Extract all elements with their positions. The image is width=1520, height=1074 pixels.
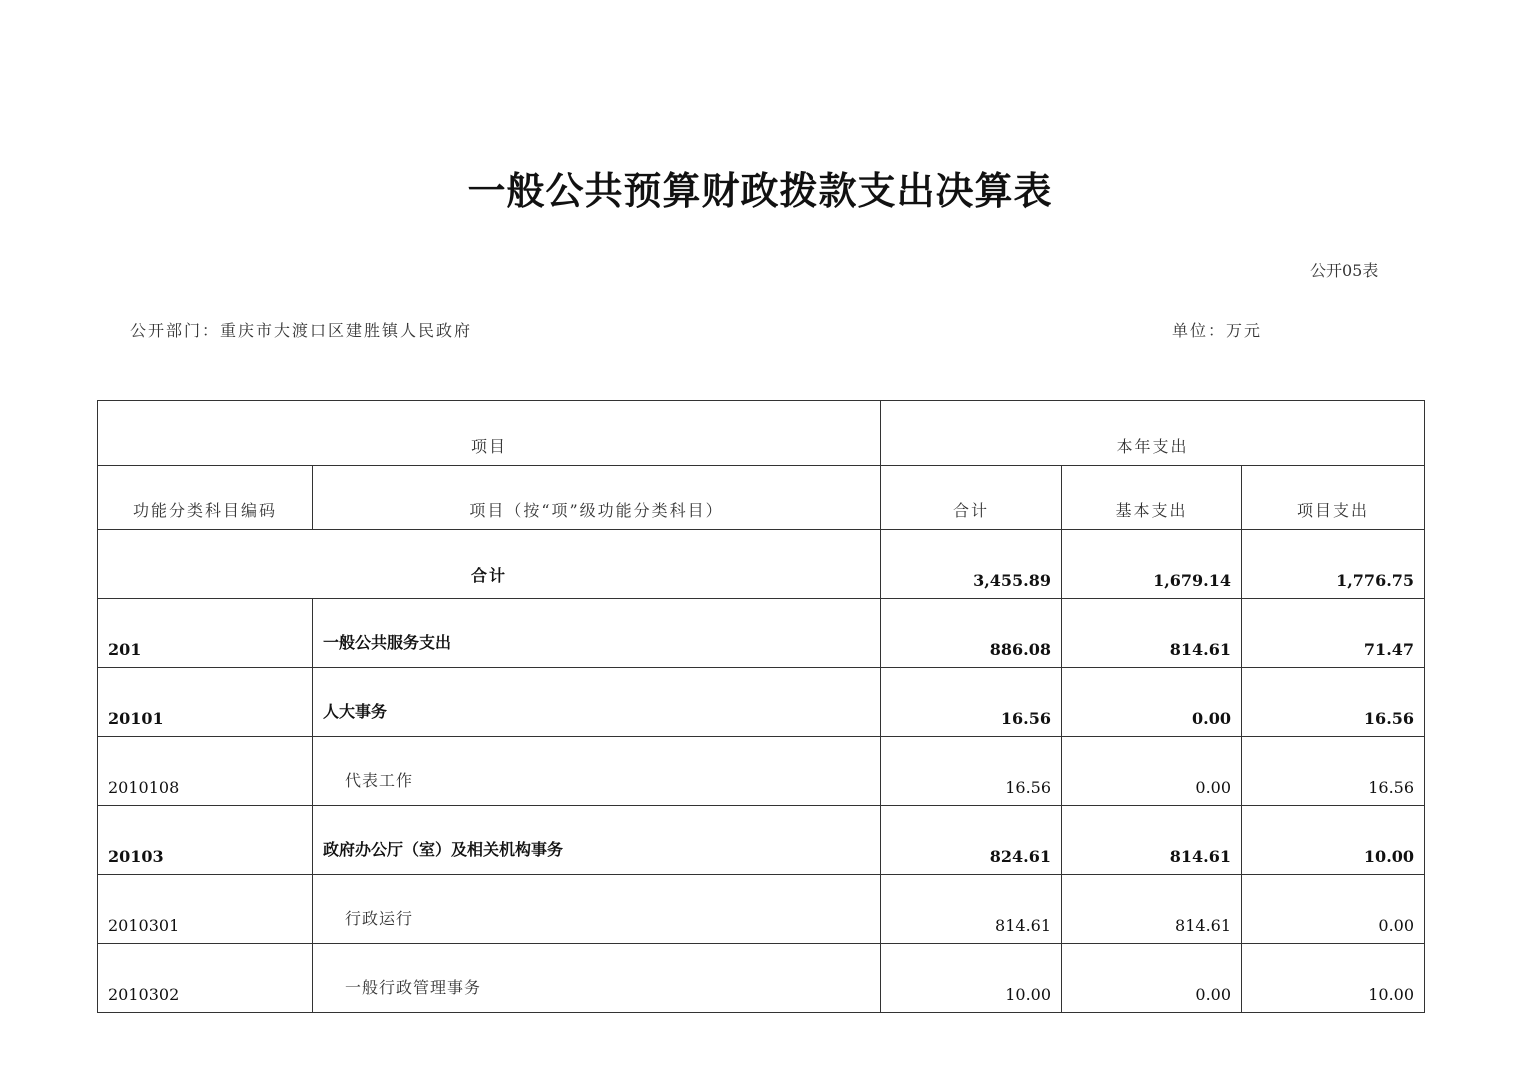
header-current-year: 本年支出 <box>881 401 1425 466</box>
row-total: 814.61 <box>881 875 1062 944</box>
table-number: 公开05表 <box>1310 261 1379 280</box>
col-code-header: 功能分类科目编码 <box>98 466 313 530</box>
row-total: 16.56 <box>881 737 1062 806</box>
col-total-header: 合计 <box>881 466 1062 530</box>
row-code: 201 <box>98 599 313 668</box>
row-name: 代表工作 <box>313 737 881 806</box>
col-basic-header: 基本支出 <box>1062 466 1242 530</box>
page-title: 一般公共预算财政拨款支出决算表 <box>467 168 1053 213</box>
row-code: 20103 <box>98 806 313 875</box>
row-name: 一般公共服务支出 <box>313 599 881 668</box>
row-total: 16.56 <box>881 668 1062 737</box>
table-row <box>98 944 1425 1013</box>
table-row <box>98 875 1425 944</box>
total-basic: 1,679.14 <box>1062 530 1242 599</box>
row-project: 71.47 <box>1242 599 1425 668</box>
row-code: 20101 <box>98 668 313 737</box>
row-project: 16.56 <box>1242 668 1425 737</box>
row-basic: 0.00 <box>1062 737 1242 806</box>
row-basic: 0.00 <box>1062 668 1242 737</box>
total-label: 合计 <box>98 530 881 599</box>
table-row <box>98 806 1425 875</box>
unit-label: 单位：万元 <box>1172 321 1263 340</box>
row-code: 2010302 <box>98 944 313 1013</box>
row-total: 824.61 <box>881 806 1062 875</box>
row-code: 2010108 <box>98 737 313 806</box>
row-total: 886.08 <box>881 599 1062 668</box>
table-header-row <box>98 401 1425 466</box>
header-item: 项目 <box>98 401 881 466</box>
row-basic: 814.61 <box>1062 806 1242 875</box>
row-name: 一般行政管理事务 <box>313 944 881 1013</box>
total-row <box>98 530 1425 599</box>
row-basic: 814.61 <box>1062 875 1242 944</box>
budget-table <box>97 400 1425 1013</box>
table-subheader-row <box>98 466 1425 530</box>
row-basic: 0.00 <box>1062 944 1242 1013</box>
total-amount: 3,455.89 <box>881 530 1062 599</box>
row-name: 人大事务 <box>313 668 881 737</box>
table-row <box>98 599 1425 668</box>
row-name: 政府办公厅（室）及相关机构事务 <box>313 806 881 875</box>
row-project: 16.56 <box>1242 737 1425 806</box>
row-project: 10.00 <box>1242 806 1425 875</box>
table-row <box>98 737 1425 806</box>
row-total: 10.00 <box>881 944 1062 1013</box>
row-basic: 814.61 <box>1062 599 1242 668</box>
col-project-header: 项目支出 <box>1242 466 1425 530</box>
row-project: 10.00 <box>1242 944 1425 1013</box>
row-project: 0.00 <box>1242 875 1425 944</box>
col-name-header: 项目（按“项”级功能分类科目） <box>313 466 881 530</box>
department-label: 公开部门：重庆市大渡口区建胜镇人民政府 <box>130 321 473 340</box>
table-row <box>98 668 1425 737</box>
row-name: 行政运行 <box>313 875 881 944</box>
total-project: 1,776.75 <box>1242 530 1425 599</box>
row-code: 2010301 <box>98 875 313 944</box>
